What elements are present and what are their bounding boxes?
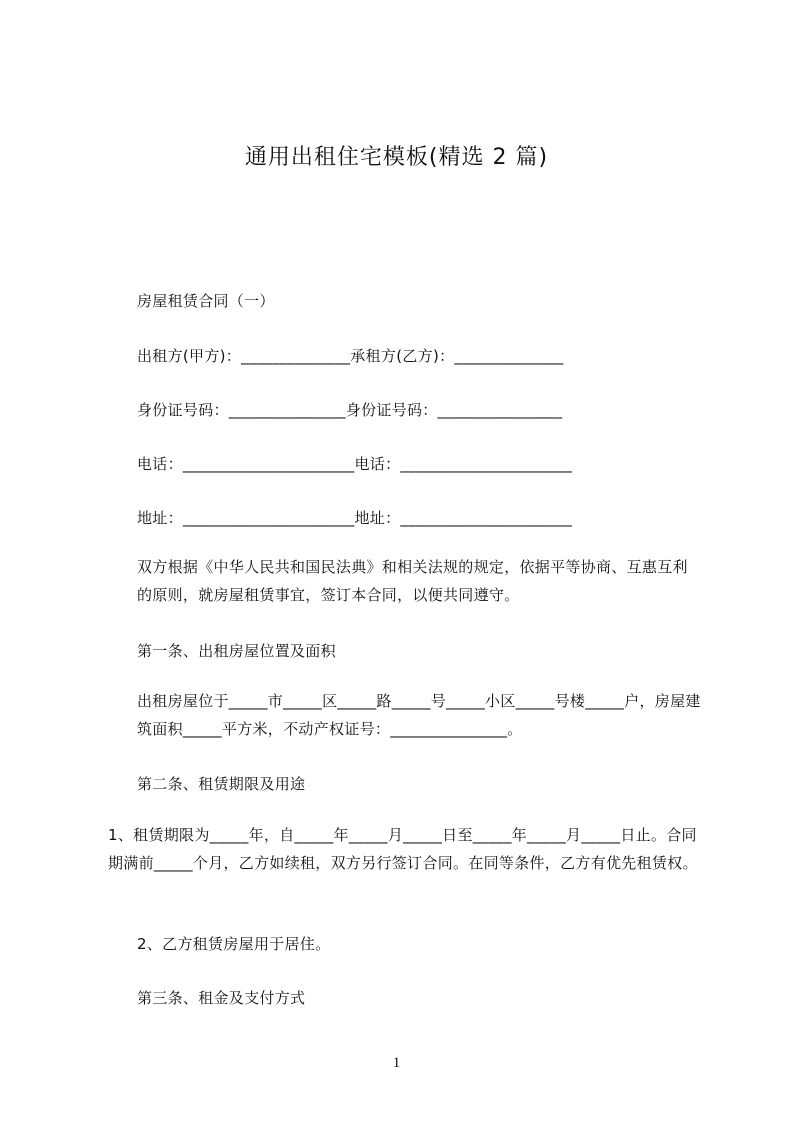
intro-paragraph: 双方根据《中华人民共和国民法典》和相关法规的规定，依据平等协商、互惠互利的原则，就房屋租赁事宜，签订本合同，以便共同遵守。	[137, 558, 688, 604]
address-field-line: 地址：______________________地址：______________________	[137, 509, 573, 527]
page-number: 1	[392, 1055, 401, 1071]
parties-field-line: 出租方(甲方)：______________承租方(乙方)：______________	[137, 347, 564, 365]
article-2-clause-1: 1、租赁期限为_____年，自_____年_____月_____日至_____年_____月_____日止。合同期满前_____个月，乙方如续租，双方另行签订合同。在同等条件，乙方有优先租赁权。	[108, 826, 698, 872]
article-2-heading: 第二条、租赁期限及用途	[137, 775, 306, 793]
document-title: 通用出租住宅模板(精选 2 篇)	[244, 145, 549, 170]
phone-field-line: 电话：______________________电话：______________________	[137, 455, 573, 473]
article-2-clause-2: 2、乙方租赁房屋用于居住。	[137, 935, 331, 953]
section-heading: 房屋租赁合同（一）	[137, 292, 275, 310]
article-3-heading: 第三条、租金及支付方式	[137, 989, 306, 1007]
article-1-heading: 第一条、出租房屋位置及面积	[137, 642, 336, 660]
id-number-field-line: 身份证号码：_______________身份证号码：________________	[137, 401, 563, 419]
article-1-body: 出租房屋位于_____市_____区_____路_____号_____小区_____号楼_____户，房屋建筑面积_____平方米，不动产权证号：_______________。	[137, 692, 701, 738]
